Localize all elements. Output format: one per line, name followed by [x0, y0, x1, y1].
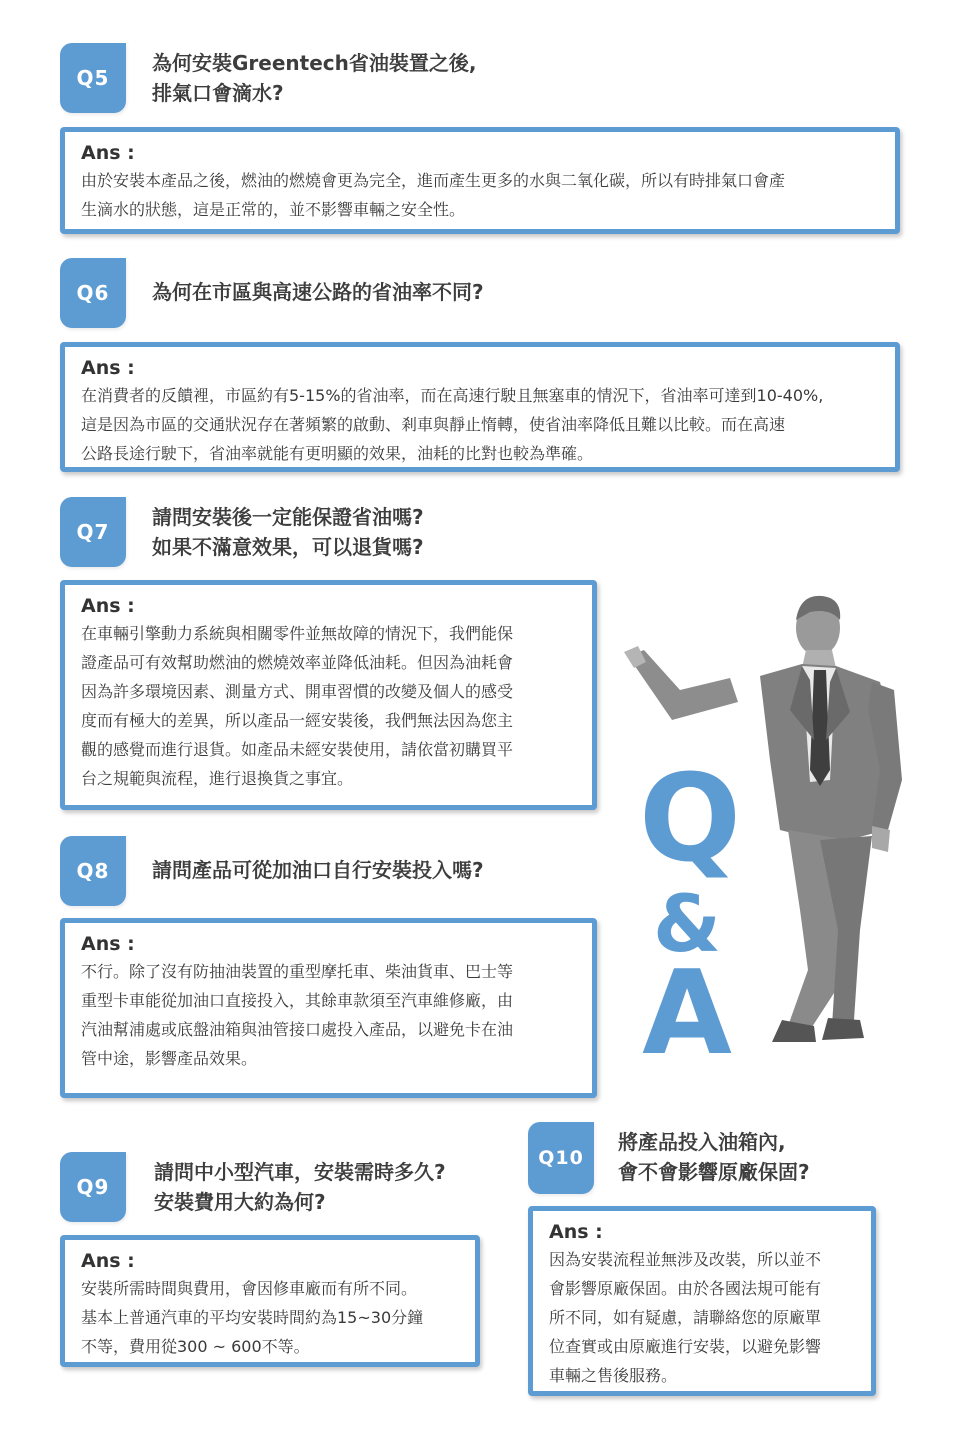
q6-answer-line-1: 在消費者的反饋裡，市區約有5-15%的省油率，而在高速行駛且無塞車的情況下，省油率可達到10-40%, — [81, 386, 824, 405]
q9-question-line-1: 請問中小型汽車，安裝需時多久? — [154, 1160, 446, 1184]
q5-answer-line-1: 由於安裝本產品之後，燃油的燃燒會更為完全，進而產生更多的水與二氧化碳，所以有時排氣口會產 — [81, 171, 786, 190]
q8-answer-line-2: 重型卡車能從加油口直接投入，其餘車款須至汽車維修廠，由 — [81, 991, 514, 1010]
q7-question — [152, 502, 424, 562]
q6-answer-line-2: 這是因為市區的交通狀況存在著頻繁的啟動、剎車與靜止惰轉，使省油率降低且難以比較。而在高速 — [81, 415, 786, 434]
q5-answer-text — [81, 166, 881, 224]
q9-answer-line-2: 基本上普通汽車的平均安裝時間約為15~30分鐘 — [81, 1308, 424, 1327]
q9-badge: Q9 — [60, 1152, 126, 1222]
q5-answer-line-2: 生滴水的狀態，這是正常的，並不影響車輛之安全性。 — [81, 200, 466, 219]
q7-question-line-2: 如果不滿意效果，可以退貨嗎? — [152, 535, 424, 559]
q10-badge: Q10 — [528, 1122, 594, 1194]
q10-answer-text — [549, 1245, 857, 1390]
q8-answer-line-1: 不行。除了沒有防抽油裝置的重型摩托車、柴油貨車、巴士等 — [81, 962, 514, 981]
q5-answer-box — [60, 127, 900, 234]
q9-question — [154, 1157, 446, 1217]
q8-answer-box — [60, 918, 597, 1098]
q9-question-line-2: 安裝費用大約為何? — [154, 1190, 326, 1214]
q8-ans-label: Ans : — [81, 933, 135, 955]
q7-answer-line-5: 觀的感覺而進行退貨。如產品未經安裝使用，請依當初購買平 — [81, 740, 514, 759]
q6-badge: Q6 — [60, 258, 126, 328]
q6-question-line-1: 為何在市區與高速公路的省油率不同? — [152, 280, 484, 304]
qa-letter-a: A — [642, 946, 732, 1081]
q8-badge: Q8 — [60, 836, 126, 906]
q9-answer-box — [60, 1235, 480, 1367]
q10-answer-line-4: 位查實或由原廠進行安裝，以避免影響 — [549, 1337, 822, 1356]
q8-answer-text — [81, 957, 578, 1073]
q7-answer-text — [81, 619, 578, 793]
q10-question-line-1: 將產品投入油箱內, — [618, 1130, 786, 1154]
q7-question-line-1: 請問安裝後一定能保證省油嗎? — [152, 505, 424, 529]
q10-answer-line-5: 車輛之售後服務。 — [549, 1366, 678, 1385]
q6-ans-label: Ans : — [81, 357, 135, 379]
q7-badge: Q7 — [60, 497, 126, 567]
q10-answer-box — [528, 1206, 876, 1396]
q10-question — [618, 1127, 810, 1187]
q7-ans-label: Ans : — [81, 595, 135, 617]
q10-ans-label: Ans : — [549, 1221, 603, 1243]
q6-answer-line-3: 公路長途行駛下，省油率就能有更明顯的效果，油耗的比對也較為準確。 — [81, 444, 594, 463]
q6-question — [152, 277, 484, 307]
q9-answer-line-1: 安裝所需時間與費用，會因修車廠而有所不同。 — [81, 1279, 418, 1298]
q8-question — [152, 855, 484, 885]
q10-question-line-2: 會不會影響原廠保固? — [618, 1160, 810, 1184]
q7-answer-line-2: 證產品可有效幫助燃油的燃燒效率並降低油耗。但因為油耗會 — [81, 653, 514, 672]
q7-answer-line-6: 台之規範與流程，進行退換貨之事宜。 — [81, 769, 354, 788]
q7-answer-line-3: 因為許多環境因素、測量方式、開車習慣的改變及個人的感受 — [81, 682, 514, 701]
q8-answer-line-4: 管中途，影響產品效果。 — [81, 1049, 258, 1068]
q7-answer-line-4: 度而有極大的差異，所以產品一經安裝後，我們無法因為您主 — [81, 711, 514, 730]
q9-ans-label: Ans : — [81, 1250, 135, 1272]
q5-ans-label: Ans : — [81, 142, 135, 164]
q8-answer-line-3: 汽油幫浦處或底盤油箱與油管接口處投入產品，以避免卡在油 — [81, 1020, 514, 1039]
q6-answer-text — [81, 381, 881, 468]
q10-answer-line-1: 因為安裝流程並無涉及改裝，所以並不 — [549, 1250, 822, 1269]
qa-letter-ampersand: & — [652, 880, 722, 970]
qa-letter-q: Q — [638, 750, 741, 889]
q10-answer-line-2: 會影響原廠保固。由於各國法規可能有 — [549, 1279, 822, 1298]
q6-answer-box — [60, 342, 900, 472]
q9-answer-line-3: 不等，費用從300 ~ 600不等。 — [81, 1337, 310, 1356]
q10-answer-line-3: 所不同，如有疑慮，請聯絡您的原廠單 — [549, 1308, 822, 1327]
q8-question-line-1: 請問產品可從加油口自行安裝投入嗎? — [152, 858, 484, 882]
q5-badge: Q5 — [60, 43, 126, 113]
q7-answer-line-1: 在車輛引擎動力系統與相關零件並無故障的情況下，我們能保 — [81, 624, 514, 643]
q5-question — [152, 48, 476, 108]
q5-question-line-1: 為何安裝Greentech省油裝置之後, — [152, 51, 477, 75]
q7-answer-box — [60, 580, 597, 810]
q5-question-line-2: 排氣口會滴水? — [152, 81, 284, 105]
q9-answer-text — [81, 1274, 461, 1361]
